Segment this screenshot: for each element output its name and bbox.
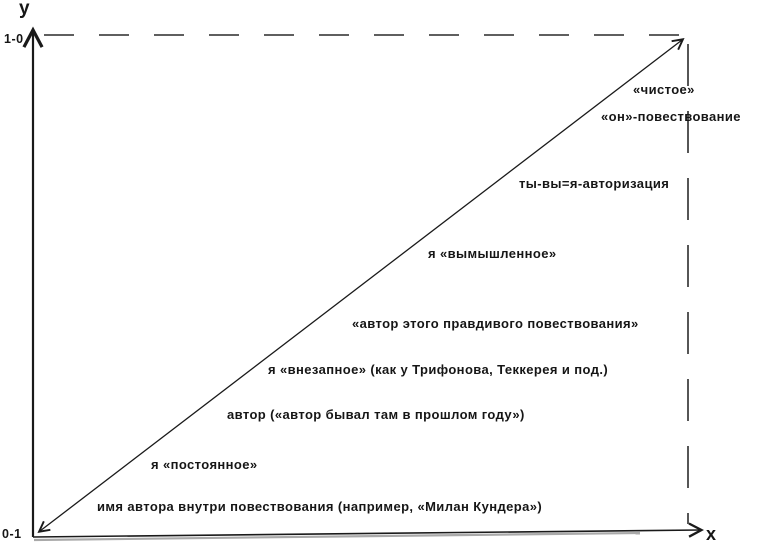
diagonal-label-avtor-byval: автор («автор бывал там в прошлом году»)	[227, 407, 525, 422]
diagonal-arrow-line	[40, 40, 682, 531]
diagonal-label-ya-vnezapnoe: я «внезапное» (как у Трифонова, Теккерея и под.)	[268, 362, 609, 377]
y-axis-label: у	[19, 0, 30, 19]
origin-tick-label: 0-1	[2, 527, 22, 541]
diagonal-label-on-povestvovanie: «он»-повествование	[601, 109, 741, 124]
diagonal-label-ya-postoyannoe: я «постоянное»	[151, 457, 258, 472]
x-axis-label: х	[706, 524, 717, 544]
diagonal-label-ty-vy-ya-avtorizaciya: ты-вы=я-авторизация	[519, 176, 670, 191]
diagonal-label-chistoe: «чистое»	[633, 82, 695, 97]
diagonal-label-imya-avtora: имя автора внутри повествования (например, «Милан Кундера»)	[97, 499, 543, 514]
diagonal-label-avtor-pravdivogo: «автор этого правдивого повествования»	[352, 316, 639, 331]
y-top-tick-label: 1-0	[4, 32, 24, 46]
diagonal-label-ya-vymyshlennoe: я «вымышленное»	[428, 246, 557, 261]
